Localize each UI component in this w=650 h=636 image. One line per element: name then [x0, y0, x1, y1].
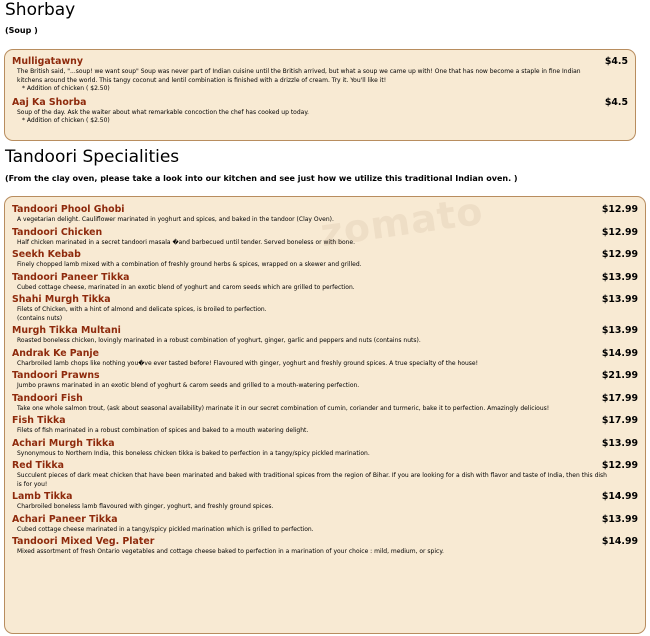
item-name: Achari Murgh Tikka: [12, 437, 115, 449]
menu-item: [12, 203, 638, 225]
menu-item: [12, 347, 638, 369]
item-name: Andrak Ke Panje: [12, 347, 100, 359]
item-description: Cubed cottage cheese, marinated in an exotic blend of yoghurt and carom seeds which are grilled to perfection.: [17, 283, 355, 291]
menu-item: [12, 437, 638, 459]
item-name: Red Tikka: [12, 460, 64, 471]
item-description: Cubed cottage cheese marinated in a tangy/spicy pickled marination which is grilled to perfection.: [17, 525, 314, 533]
menu-item: [12, 490, 638, 512]
item-price: $13.99: [601, 437, 638, 449]
menu-item: [12, 414, 638, 436]
menu-item: [12, 248, 638, 270]
item-name: Fish Tikka: [12, 415, 66, 426]
item-description: A vegetarian delight. Cauliflower marinated in yoghurt and spices, and baked in the tandoor (Clay Oven).: [17, 216, 334, 223]
item-price: $12.99: [601, 249, 638, 260]
menu-item: [12, 513, 638, 535]
menu-item: [12, 369, 638, 391]
item-description: Jumbo prawns marinated in an exotic blend of yoghurt & carom seeds and grilled to a mouth-watering perfection.: [17, 382, 360, 389]
item-description: The British said, "...soup! we want soup" Soup was never part of Indian cuisine until the British arrived, but what a soup we came up with! One that has now become a staple in fine Indian kitchens around the world. This tangy coconut and lentil combination is finished with a drizzle of cream. Try it. You'll like it!: [17, 68, 581, 84]
item-description: Charbroiled boneless lamb flavoured with ginger, yoghurt, and freshly ground spices.: [17, 503, 274, 510]
item-price: $17.99: [601, 392, 638, 404]
menu-item: [12, 459, 638, 489]
item-price: $14.99: [601, 536, 638, 547]
item-price: $13.99: [601, 513, 638, 525]
tandoori-list: [12, 203, 638, 557]
item-note: (contains nuts): [17, 314, 63, 322]
item-name: Tandoori Phool Ghobi: [12, 204, 125, 215]
menu-item: [12, 96, 628, 126]
menu-item: [12, 226, 638, 248]
item-note: * Addition of chicken ( $2.50): [22, 85, 110, 92]
tandoori-box: [4, 196, 646, 634]
item-price: $13.99: [601, 325, 638, 336]
item-description: Finely chopped lamb mixed with a combination of freshly ground herbs & spices, wrapped on a skewer and grilled.: [17, 261, 362, 268]
item-note: * Addition of chicken ( $2.50): [22, 117, 110, 124]
shorbay-box: [4, 49, 636, 141]
item-name: Shahi Murgh Tikka: [12, 294, 111, 305]
item-name: Seekh Kebab: [12, 249, 81, 260]
item-description: Filets of Chicken, with a hint of almond and delicate spices, is broiled to perfection.: [17, 306, 267, 313]
item-description: Soup of the day. Ask the waiter about what remarkable concoction the chef has cooked up today.: [17, 108, 309, 116]
item-name: Tandoori Paneer Tikka: [12, 271, 130, 283]
item-description: Roasted boneless chicken, lovingly marinated in a robust combination of yoghurt, ginger, garlic and peppers and nuts (contains nuts).: [17, 337, 421, 344]
item-price: $4.5: [604, 96, 628, 108]
menu-item: [12, 324, 638, 346]
item-description: Half chicken marinated in a secret tandoori masala �and barbecued until tender. Served boneless or with bone.: [17, 238, 356, 246]
item-price: $21.99: [601, 370, 638, 381]
tandoori-note: (From the clay oven, please take a look into our kitchen and see just how we utilize this traditional Indian oven. ): [5, 174, 518, 183]
menu-item: [12, 293, 638, 323]
item-description: Mixed assortment of fresh Ontario vegetables and cottage cheese baked to perfection in a marination of your choice : mild, medium, or spicy.: [17, 548, 444, 555]
menu-item: [12, 271, 638, 293]
item-price: $13.99: [601, 271, 638, 283]
item-name: Murgh Tikka Multani: [12, 325, 121, 336]
item-price: $12.99: [601, 226, 638, 238]
item-name: Lamb Tikka: [12, 491, 73, 502]
item-name: Achari Paneer Tikka: [12, 513, 118, 525]
item-name: Tandoori Prawns: [12, 370, 100, 381]
item-description: Synonymous to Northern India, this boneless chicken tikka is baked to perfection in a tangy/spicy pickled marination.: [17, 449, 370, 457]
item-name: Aaj Ka Shorba: [12, 96, 87, 108]
item-name: Mulligatawny: [12, 56, 83, 67]
item-price: $17.99: [601, 415, 638, 426]
item-name: Tandoori Mixed Veg. Plater: [12, 536, 155, 547]
shorbay-title: Shorbay: [5, 0, 76, 20]
shorbay-note: (Soup ): [5, 26, 38, 35]
item-name: Tandoori Chicken: [12, 226, 103, 238]
item-description: Charbroiled lamb chops like nothing you�ve ever tasted before! Flavoured with ginger, yoghurt and freshly ground spices. A true specialty of the house!: [17, 359, 478, 367]
item-price: $14.99: [601, 347, 638, 359]
item-price: $4.5: [604, 56, 628, 67]
item-name: Tandoori Fish: [12, 392, 83, 404]
menu-item: [12, 55, 628, 94]
tandoori-title: Tandoori Specialities: [5, 147, 180, 167]
item-description: Filets of fish marinated in a robust combination of spices and baked to a mouth watering delight.: [17, 427, 309, 434]
item-price: $12.99: [601, 460, 638, 471]
menu-item: [12, 392, 638, 414]
menu-item: [12, 535, 638, 557]
item-description: Take one whole salmon trout, (ask about seasonal availability) marinate it in our secret combination of cumin, coriander and turmeric, bake it to perfection. Amazingly delicious!: [17, 404, 550, 412]
item-description: Succulent pieces of dark meat chicken that have been marinated and baked with traditional spices from the region of Bihar. If you are looking for a dish with flavor and taste of India, then this dish is for you!: [17, 472, 607, 488]
item-price: $13.99: [601, 294, 638, 305]
item-price: $14.99: [601, 491, 638, 502]
item-price: $12.99: [601, 204, 638, 215]
